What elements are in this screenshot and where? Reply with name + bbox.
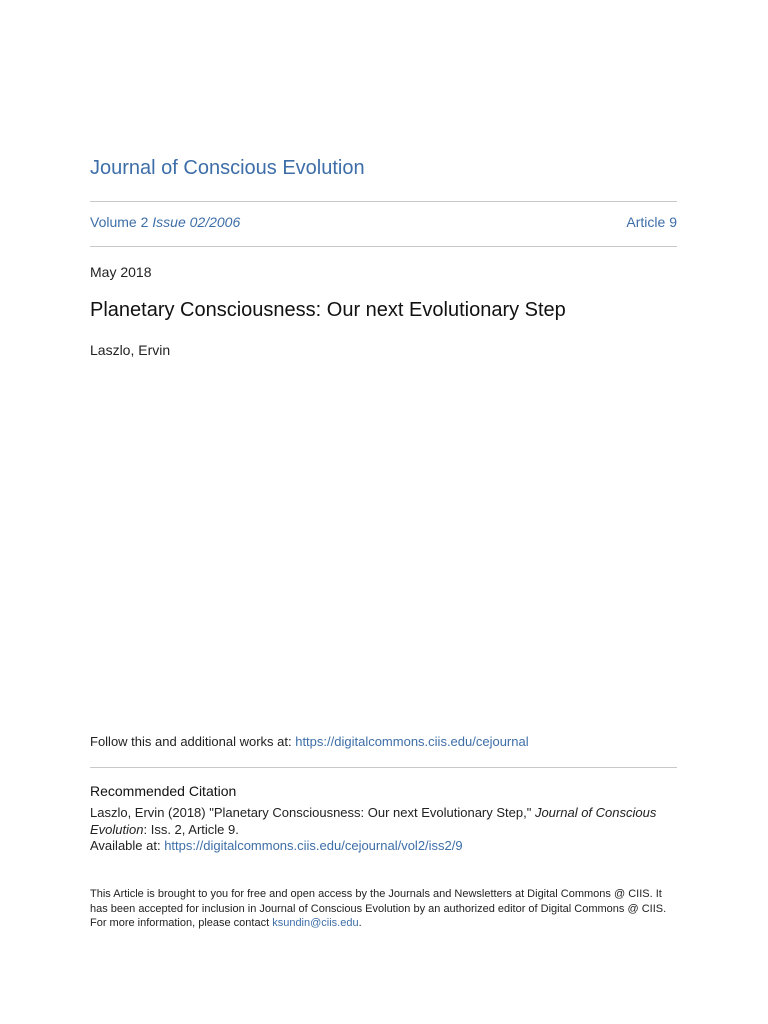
- volume-link[interactable]: Volume 2: [90, 214, 149, 230]
- available-prefix: Available at:: [90, 838, 165, 853]
- article-number-link[interactable]: Article 9: [626, 214, 677, 230]
- footer-end: .: [358, 917, 362, 929]
- contact-email-link[interactable]: ksundin@ciis.edu: [272, 917, 359, 929]
- citation-text-after: : Iss. 2, Article 9.: [143, 822, 239, 837]
- footer-text: This Article is brought to you for free and open access by the Journals and Newsletters at Digital Commons @ CIIS. It has been accepted for inclusion in Journal of Conscious Evolution by an authorized editor of Digital Commons @ CIIS. For more information, please contact: [90, 888, 667, 929]
- citation-text: [90, 804, 677, 838]
- volume-issue: [90, 214, 240, 230]
- divider: [90, 201, 677, 202]
- available-at-line: [90, 838, 677, 853]
- available-link[interactable]: https://digitalcommons.ciis.edu/cejournal/vol2/iss2/9: [164, 838, 463, 853]
- publication-date: May 2018: [90, 264, 152, 280]
- divider: [90, 246, 677, 247]
- follow-prefix: Follow this and additional works at:: [90, 734, 296, 749]
- citation-text-before: Laszlo, Ervin (2018) "Planetary Consciousness: Our next Evolutionary Step,": [90, 805, 535, 820]
- author-name: Laszlo, Ervin: [90, 342, 171, 358]
- issue-link[interactable]: Issue 02/2006: [152, 214, 241, 230]
- follow-line: [90, 734, 677, 749]
- recommended-citation-heading: Recommended Citation: [90, 783, 237, 799]
- article-title: Planetary Consciousness: Our next Evolutionary Step: [90, 299, 566, 321]
- footer-notice: [90, 887, 677, 931]
- follow-link[interactable]: https://digitalcommons.ciis.edu/cejournal: [295, 734, 529, 749]
- citation-journal: Journal of Conscious Evolution: [90, 805, 657, 837]
- divider: [90, 767, 677, 768]
- journal-title-link[interactable]: Journal of Conscious Evolution: [90, 157, 365, 179]
- volume-issue-line: [90, 214, 677, 230]
